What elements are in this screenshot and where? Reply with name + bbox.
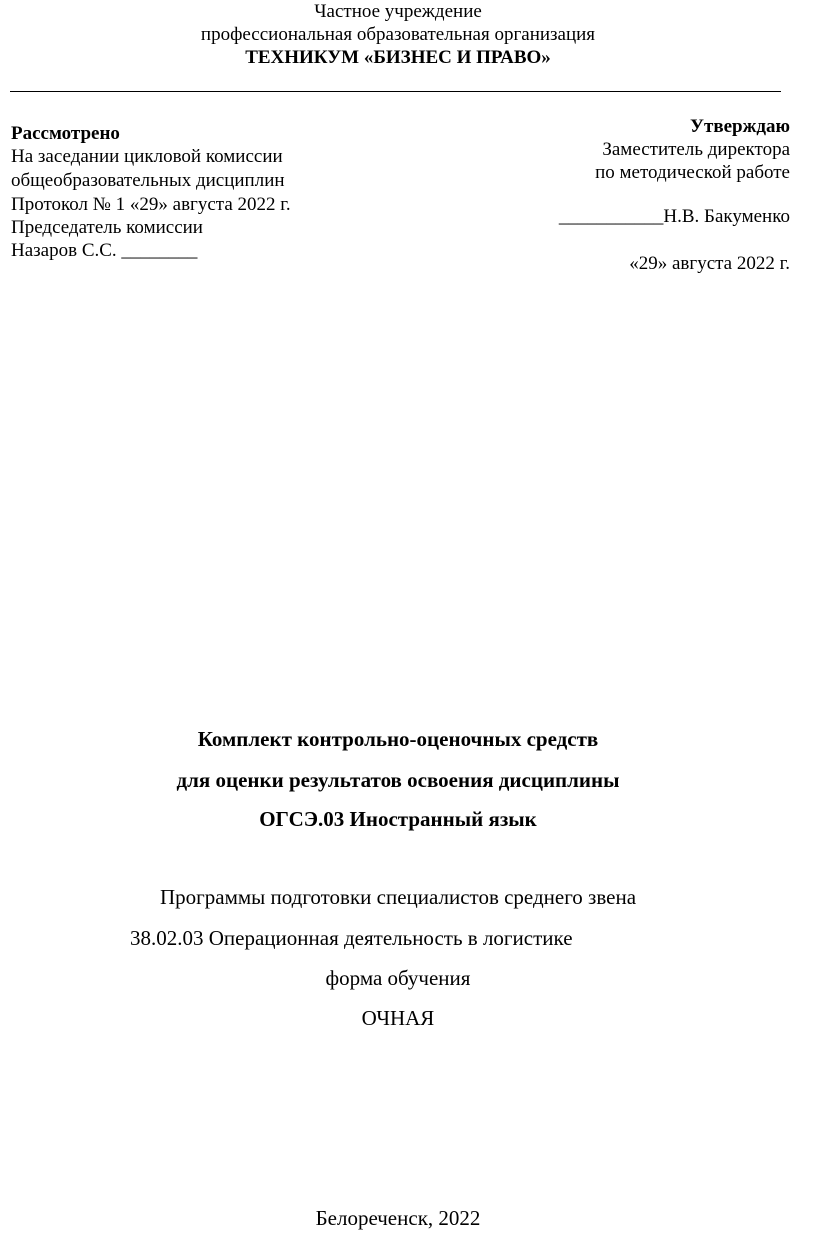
organization-kind: профессиональная образовательная организация — [200, 24, 596, 45]
city-year: Белореченск, 2022 — [315, 1206, 481, 1230]
reviewed-line-signature: Назаров С.С. ________ — [11, 240, 198, 261]
study-form-value: ОЧНАЯ — [361, 1006, 435, 1030]
document-title-line1: Комплект контрольно-оценочных средств — [197, 727, 599, 751]
approved-line-department: по методической работе — [595, 162, 790, 183]
organization-type: Частное учреждение — [314, 1, 482, 22]
organization-name: ТЕХНИКУМ «БИЗНЕС И ПРАВО» — [245, 47, 551, 68]
approved-line-signature: ___________Н.В. Бакуменко — [558, 206, 790, 227]
reviewed-line-meeting: На заседании цикловой комиссии — [11, 146, 283, 167]
specialty-name: 38.02.03 Операционная деятельность в логистике — [130, 926, 573, 950]
program-name: Программы подготовки специалистов среднего звена — [159, 885, 637, 909]
document-title-discipline: ОГСЭ.03 Иностранный язык — [259, 807, 537, 831]
document-title-line2: для оценки результатов освоения дисциплины — [176, 768, 620, 792]
study-form-label: форма обучения — [325, 966, 471, 990]
approved-line-position: Заместитель директора — [602, 139, 790, 160]
approved-line-date: «29» августа 2022 г. — [629, 253, 790, 274]
approved-title: Утверждаю — [690, 116, 790, 137]
reviewed-line-chairman: Председатель комиссии — [11, 217, 203, 238]
reviewed-line-commission: общеобразовательных дисциплин — [11, 170, 285, 191]
reviewed-line-protocol: Протокол № 1 «29» августа 2022 г. — [11, 194, 291, 215]
reviewed-title: Рассмотрено — [11, 123, 120, 144]
header-divider — [10, 91, 781, 92]
